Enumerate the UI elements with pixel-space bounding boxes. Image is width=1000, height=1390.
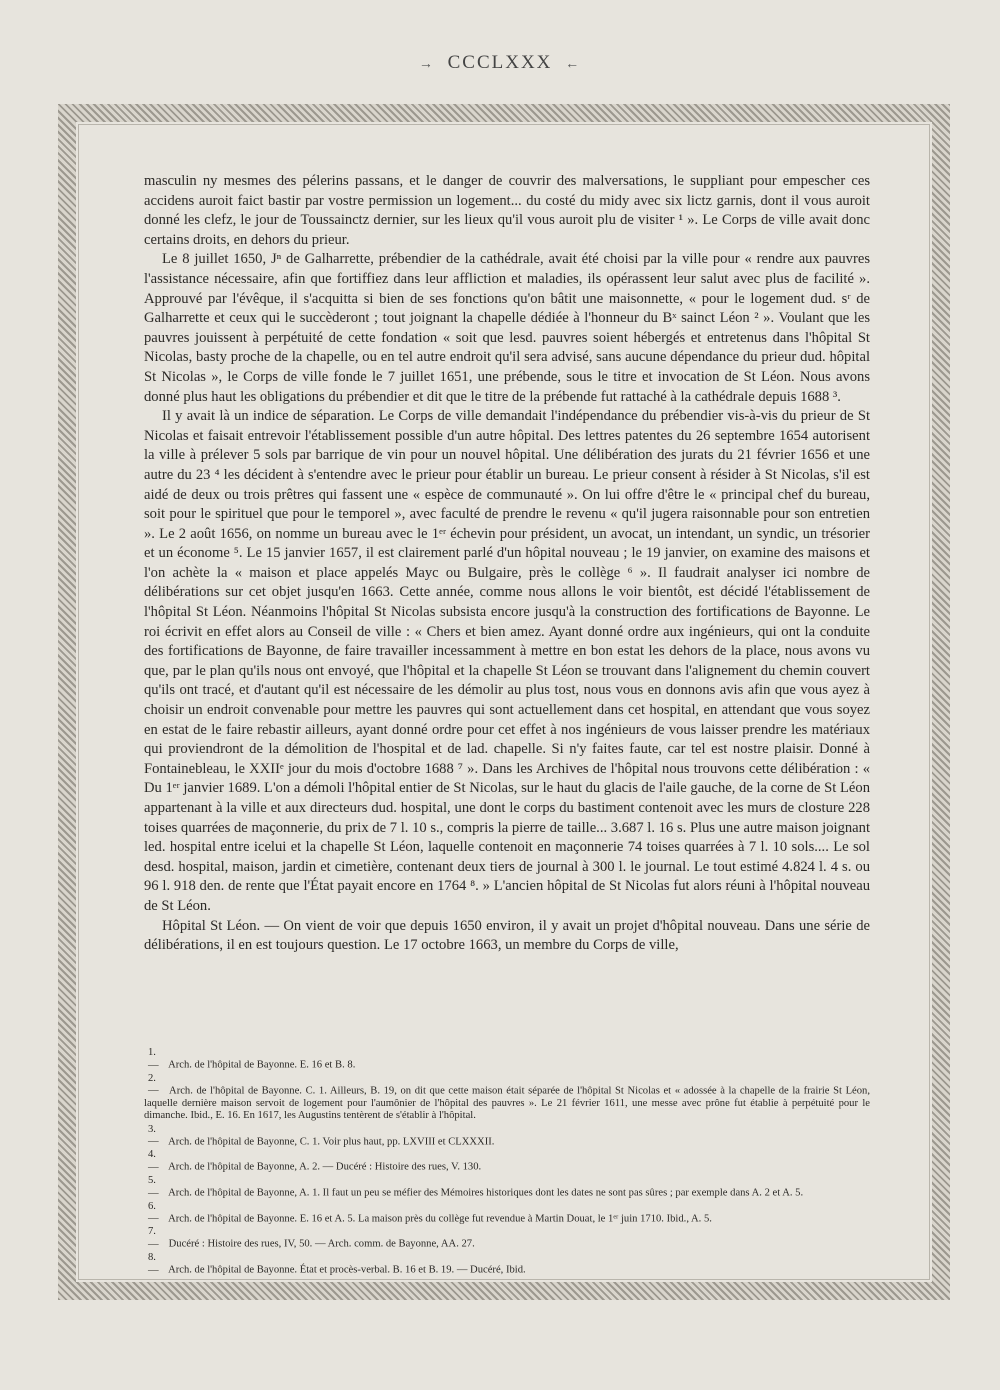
- footnote-text: Arch. de l'hôpital de Bayonne. E. 16 et A. 5. La maison près du collège fut revendue à Martin Douat, le 1ᵉʳ juin 1710. Ibid., A. 5.: [168, 1213, 712, 1225]
- footnote-number: 1. —: [148, 1047, 159, 1071]
- footnote-number: 3. —: [148, 1123, 159, 1148]
- footnote-5: [144, 1175, 870, 1200]
- footnote-3: [144, 1124, 870, 1149]
- ornament-left-icon: →: [418, 57, 435, 72]
- footnote-1: [144, 1047, 870, 1072]
- footnote-number: 6. —: [148, 1200, 159, 1225]
- main-text: [144, 172, 870, 956]
- footnote-text: Arch. de l'hôpital de Bayonne. État et procès-verbal. B. 16 et B. 19. — Ducéré, Ibid.: [168, 1264, 526, 1276]
- footnote-text: Arch. de l'hôpital de Bayonne, C. 1. Voir plus haut, pp. LXVIII et CLXXXII.: [168, 1136, 495, 1148]
- footnote-text: Ducéré : Histoire des rues, IV, 50. — Arch. comm. de Bayonne, AA. 27.: [168, 1238, 475, 1250]
- paragraph-1: masculin ny mesmes des pélerins passans, et le danger de couvrir des malversations, le suppliant pour empescher ces accidens auroit faict bastir par vostre permission un logement... du costé du midy avec six lictz garnis, dont il vous auroit donné les clefz, le jour de Toussainctz dernier, sur les lieux qu'il vous auroit plu de visiter ¹ ». Le Corps de ville avait donc certains droits, en dehors du prieur.: [144, 173, 870, 248]
- footnote-text: Arch. de l'hôpital de Bayonne. C. 1. Ailleurs, B. 19, on dit que cette maison était séparée de l'hôpital St Nicolas et « adossée à la chapelle de la frairie St Léon, laquelle dernière maison servoit de logement pour l'aumônier de l'hôpital des pauvres ». Le 21 février 1611, une messe avec prône fut établie à perpétuité pour le dimanche. Ibid., E. 16. En 1617, les Augustins tentèrent de s'établir à l'hôpital.: [144, 1085, 870, 1122]
- footnote-text: Arch. de l'hôpital de Bayonne, A. 1. Il faut un peu se méfier des Mémoires historiques dont les dates ne sont pas sûres ; par exemple dans A. 2 et A. 5.: [168, 1187, 804, 1199]
- footnote-number: 2. —: [148, 1072, 159, 1097]
- footnote-text: Arch. de l'hôpital de Bayonne. E. 16 et B. 8.: [168, 1059, 356, 1071]
- footnote-number: 8. —: [148, 1252, 159, 1276]
- footnote-number: 5. —: [148, 1174, 159, 1199]
- ornament-right-icon: ←: [565, 57, 582, 72]
- footnote-4: [144, 1149, 870, 1174]
- footnote-7: [144, 1226, 870, 1251]
- footnote-2: [144, 1073, 870, 1123]
- running-head: [0, 52, 1000, 74]
- footnote-number: 7. —: [148, 1226, 159, 1250]
- footnote-text: Arch. de l'hôpital de Bayonne, A. 2. — Ducéré : Histoire des rues, V. 130.: [168, 1161, 482, 1173]
- footnote-6: [144, 1201, 870, 1226]
- footnote-8: [144, 1252, 870, 1277]
- page-folio: CCCLXXX: [447, 52, 553, 73]
- paragraph-3: Il y avait là un indice de séparation. Le Corps de ville demandait l'indépendance du prébendier vis-à-vis du prieur de St Nicolas et faisait entrevoir l'établissement possible d'un autre hôpital. Des lettres patentes du 26 septembre 1654 autorisent la ville à prélever 5 sols par barrique de vin pour un nouvel hôpital. Une délibération des jurats du 21 février 1656 et une autre du 23 ⁴ les décident à s'entendre avec le prieur pour établir un bureau. Le prieur consent à résider à St Nicolas, s'il est aidé de deux ou trois prêtres qui fassent une « espèce de communauté ». On lui offre d'être le « principal chef du bureau, soit pour le spirituel que pour le temporel », avec faculté de prendre le revenu « qu'il jugera raisonnable pour son entretien ». Le 2 août 1656, on nomme un bureau avec le 1ᵉʳ échevin pour président, un avocat, un intendant, un syndic, un trésorier et un économe ⁵. Le 15 janvier 1657, il est clairement parlé d'un hôpital nouveau ; le 19 janvier, on examine des maisons et l'on achète la « maison et place appelés Mayc ou Bulgaire, près le collège ⁶ ». Il faudrait analyser ici nombre de délibérations sur cet objet jusqu'en 1663. Cette année, comme nous allons le voir bientôt, est décidé l'établissement de l'hôpital St Léon. Néanmoins l'hôpital St Nicolas subsista encore jusqu'à la construction des fortifications de Bayonne. Le roi écrivit en effet alors au Conseil de ville : « Chers et bien amez. Ayant donné ordre aux ingénieurs, qui ont la conduite des fortifications de Bayonne, de faire travailler incessamment à mettre en bon estat les dehors de la place, nous avons vu que, par le plan qu'ils nous ont envoyé, que l'hôpital et la chapelle St Léon se trouvant dans l'alignement du chemin couvert qu'ils ont tracé, et d'autant qu'il est nécessaire de les démolir au plus tost, nous vous en donnons avis afin que vous ayez à choisir un endroit convenable pour mettre les pauvres qui sont actuellement dans cet hospital, en attendant que vous soyez en estat de le faire rebastir ailleurs, ayant donné ordre pour cet effet à nos ingénieurs de vous laisser prendre les matériaux qui proviendront de la démolition de l'hospital et de lad. chapelle. Si n'y faites faute, car tel est nostre plaisir. Donné à Fontainebleau, le XXIIᵉ jour du mois d'octobre 1688 ⁷ ». Dans les Archives de l'hôpital nous trouvons cette délibération : « Du 1ᵉʳ janvier 1689. L'on a démoli l'hôpital entier de St Nicolas, sur le haut du glacis de l'aile gauche, de la corne de St Léon appartenant à la ville et aux directeurs dud. hospital, une dont le corps du bastiment contenoit avec les murs de closture 228 toises quarrées de maçonnerie, du prix de 7 l. 10 s., compris la pierre de taille... 3.687 l. 16 s. Plus une autre maison joignant led. hospital entre icelui et la chapelle St Léon, laquelle contenoit en maçonnerie 74 toises quarrées à 7 l. 10 sols.... Le sol desd. hospital, maison, jardin et cimetière, contenant deux tiers de journal à 300 l. le journal. Le tout estimé 4.824 l. 4 s. ou 96 l. 918 den. de rente que l'État payait encore en 1764 ⁸. » L'ancien hôpital de St Nicolas fut alors réuni à l'hôpital nouveau de St Léon.: [144, 408, 870, 914]
- footnote-number: 4. —: [148, 1149, 159, 1173]
- paragraph-2: Le 8 juillet 1650, Jⁿ de Galharrette, prébendier de la cathédrale, avait été choisi par la ville pour « rendre aux pauvres l'assistance nécessaire, afin que fortiffiez dans leur affliction et maladies, ils opérassent leur salut avec plus de facilité ». Approuvé par l'évêque, il s'acquitta si bien de ses fonctions qu'on bâtit une maisonnette, « pour le logement dud. sʳ de Galharrette et ceux qui le succèderont ; tout joignant la chapelle dédiée à l'honneur du Bˣ sainct Léon ² ». Voulant que les pauvres jouissent à perpétuité de cette fondation « soit que lesd. pauvres soient hébergés et entretenus dans l'hôpital St Nicolas, basty proche de la chapelle, ou en tel autre endroit qu'il sera advisé, sans aucune dépendance du prieur dud. hôpital St Nicolas », le Corps de ville fonde le 7 juillet 1651, une prébende, sous le titre et invocation de St Léon. Nous avons donné plus haut les obligations du prébendier et dit que le titre de la prébende fut rattaché à la cathédrale depuis 1688 ³.: [144, 251, 870, 405]
- footnotes: [144, 1047, 870, 1278]
- paragraph-4: Hôpital St Léon. — On vient de voir que depuis 1650 environ, il y avait un projet d'hôpital nouveau. Dans une série de délibérations, il en est toujours question. Le 17 octobre 1663, un membre du Corps de ville,: [144, 917, 870, 954]
